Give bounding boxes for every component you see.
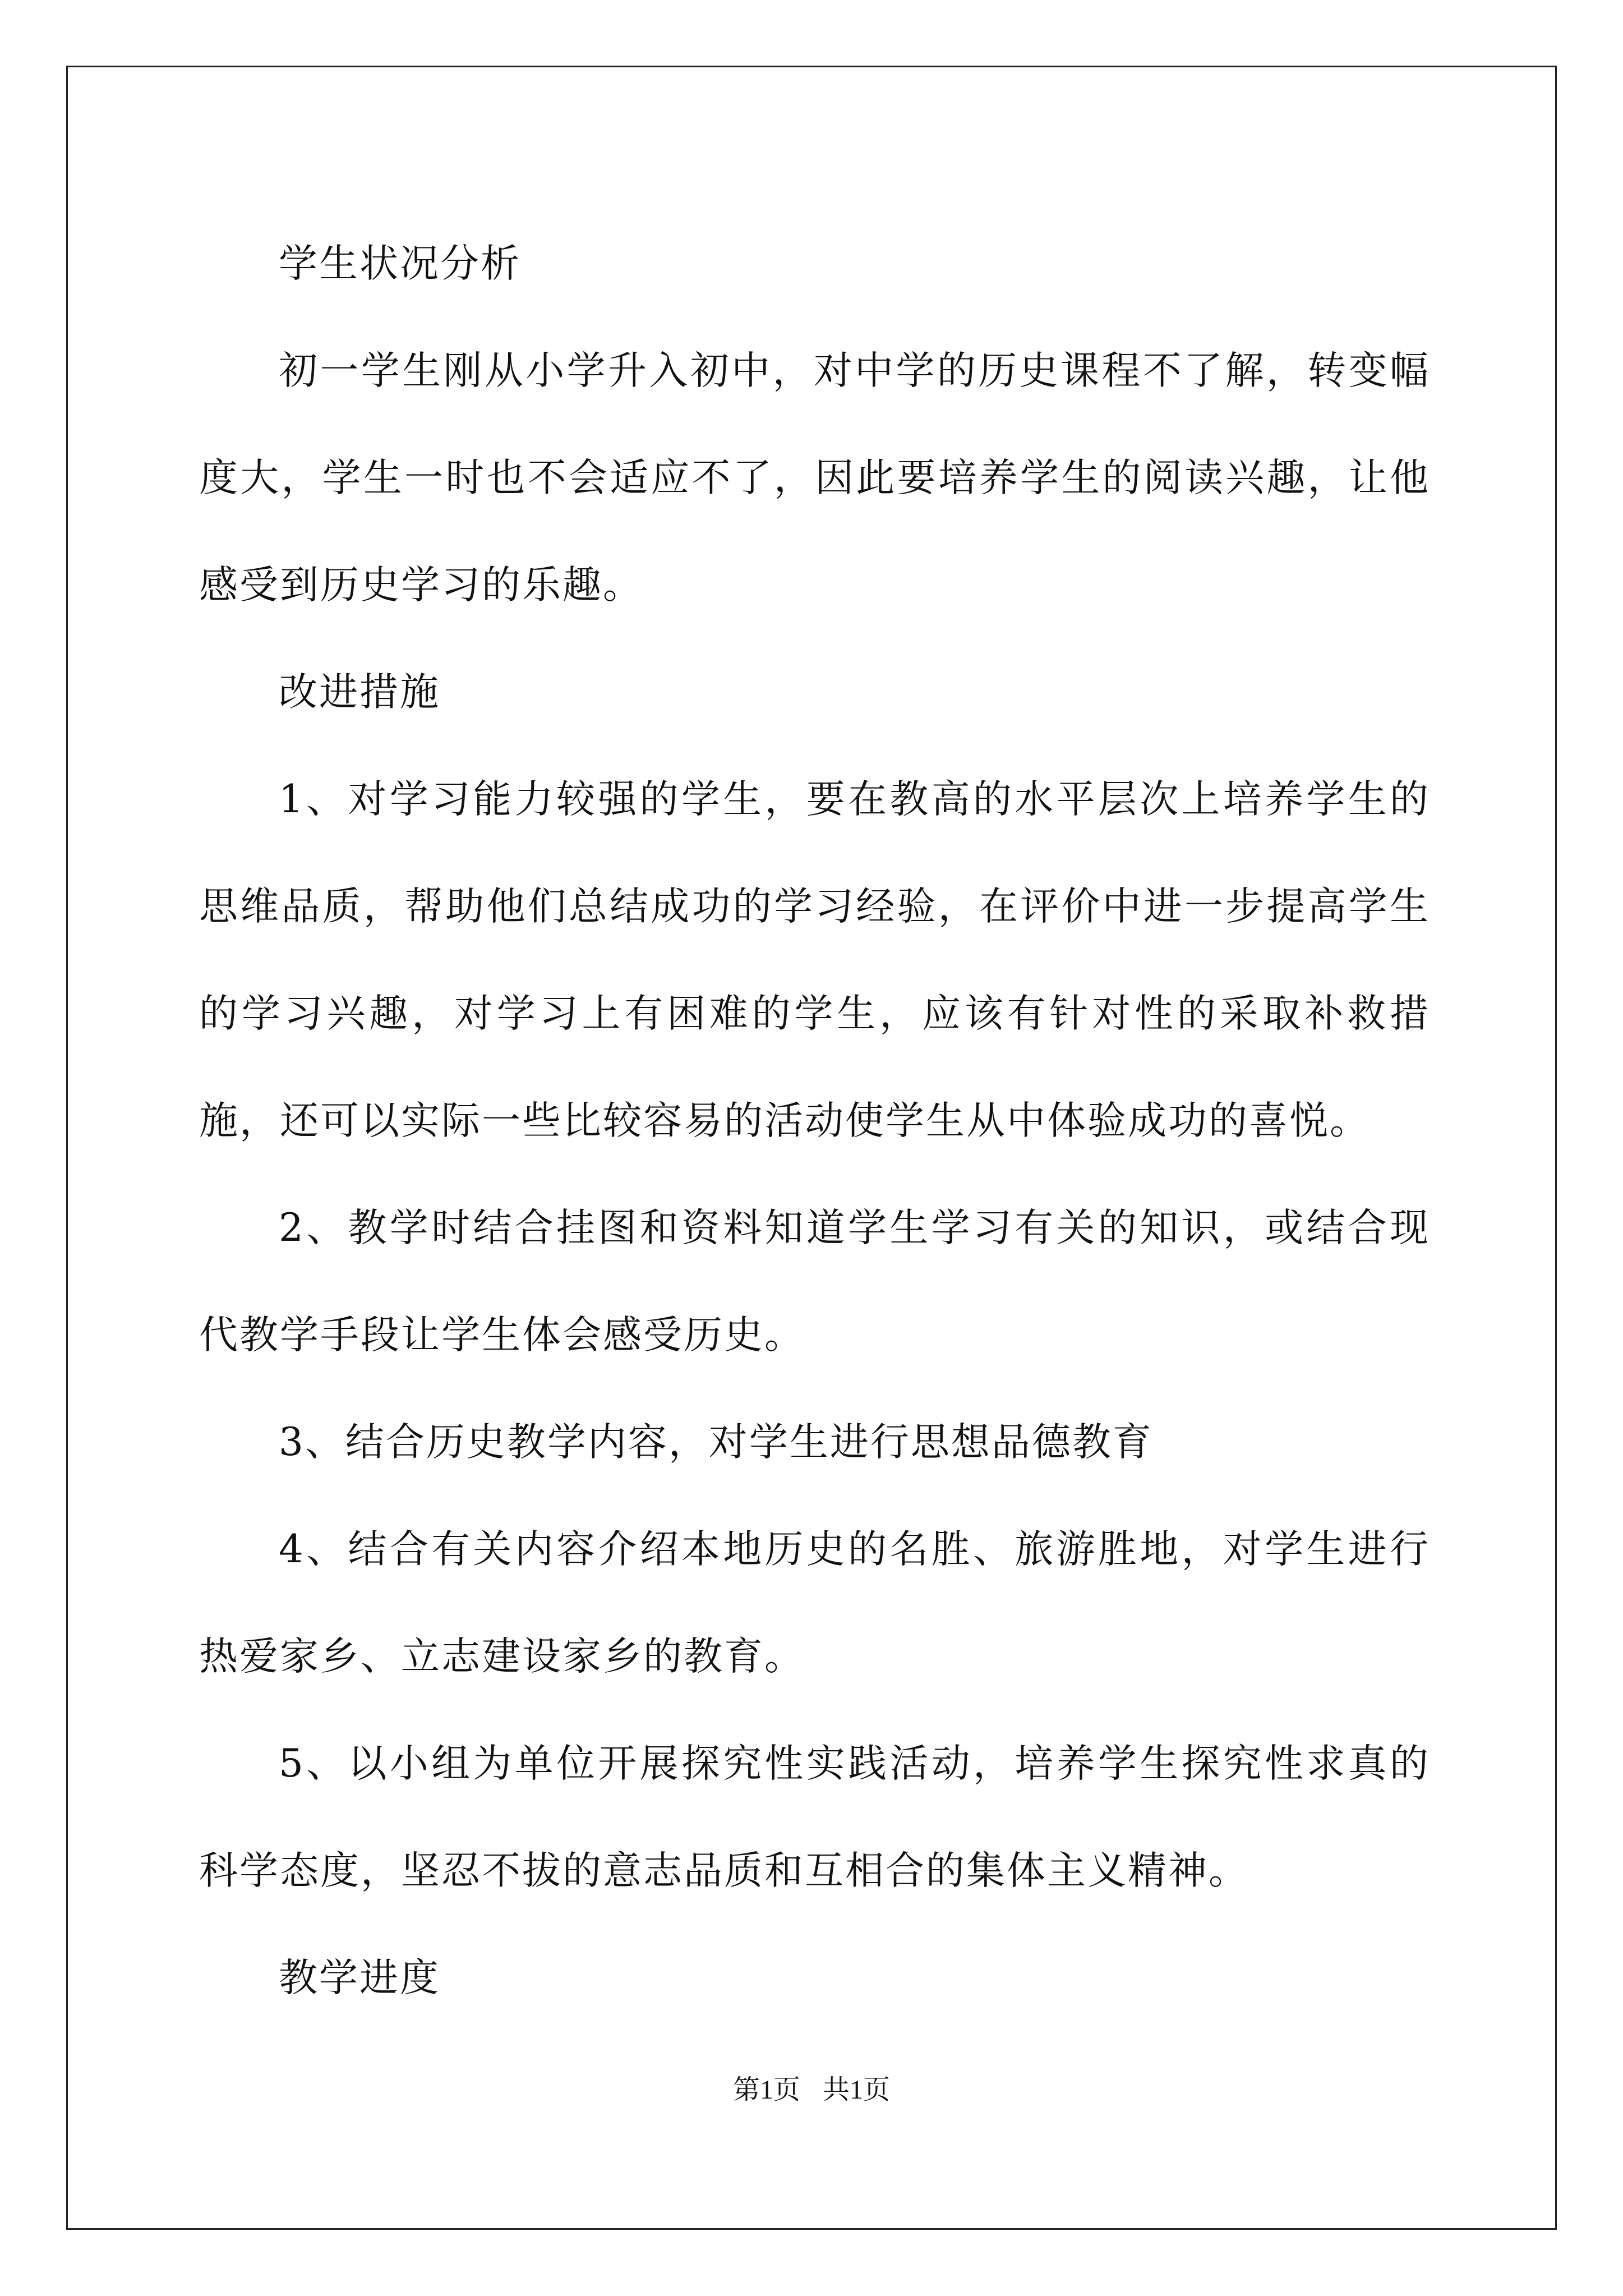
section-heading-progress: 教学进度 (279, 1955, 440, 2000)
paragraph-measure-5: 5、以小组为单位开展探究性实践活动，培养学生探究性求真的科学态度，坚忍不拔的意志品质和互相合的集体主义精神。 (199, 1741, 1430, 1893)
page-number-total: 共1页 (823, 2075, 891, 2105)
section-heading-student-analysis: 学生状况分析 (279, 241, 521, 286)
paragraph-measure-3: 3、结合历史教学内容，对学生进行思想品德教育 (279, 1420, 1153, 1465)
document-body (199, 210, 1430, 2032)
page-number-current: 第1页 (732, 2075, 800, 2105)
paragraph-student-analysis: 初一学生刚从小学升入初中，对中学的历史课程不了解，转变幅度大，学生一时也不会适应不了，因此要培养学生的阅读兴趣，让他感受到历史学习的乐趣。 (199, 348, 1430, 608)
page-footer (0, 2068, 1623, 2106)
section-heading-improvement: 改进措施 (279, 670, 440, 715)
paragraph-measure-2: 2、教学时结合挂图和资料知道学生学习有关的知识，或结合现代教学手段让学生体会感受历史。 (199, 1205, 1430, 1358)
paragraph-measure-1: 1、对学习能力较强的学生，要在教高的水平层次上培养学生的思维品质，帮助他们总结成功的学习经验，在评价中进一步提高学生的学习兴趣，对学习上有困难的学生，应该有针对性的采取补救措施，还可以实际一些比较容易的活动使学生从中体验成功的喜悦。 (199, 777, 1430, 1143)
paragraph-measure-4: 4、结合有关内容介绍本地历史的名胜、旅游胜地，对学生进行热爱家乡、立志建设家乡的教育。 (199, 1527, 1430, 1679)
